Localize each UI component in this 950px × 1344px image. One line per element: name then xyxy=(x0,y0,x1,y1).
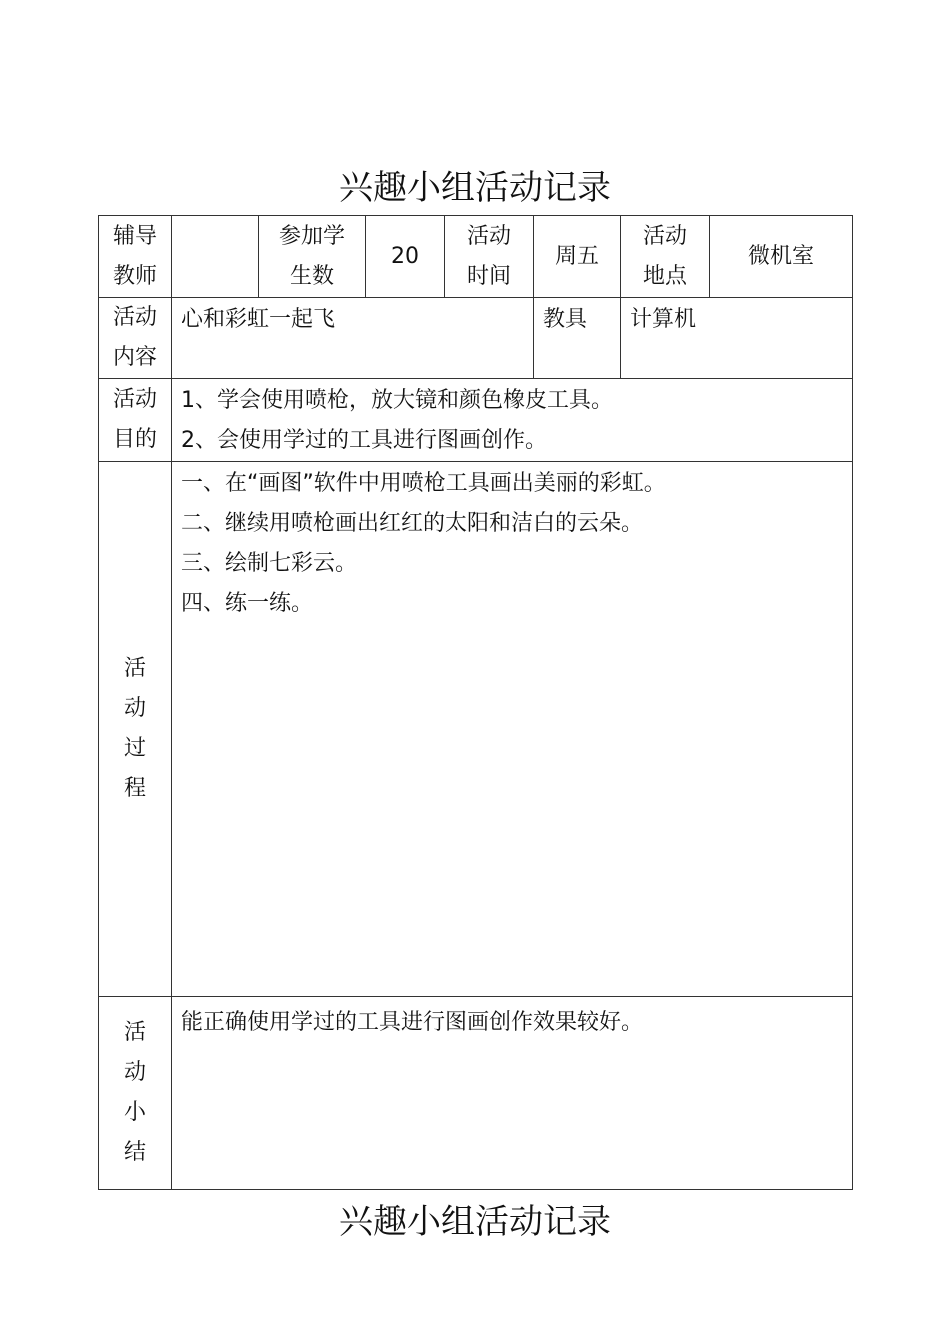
teacher-value xyxy=(172,216,259,298)
process-step: 一、在“画图”软件中用喷枪工具画出美丽的彩虹。 xyxy=(181,471,666,496)
page-title: 兴趣小组活动记录 xyxy=(339,168,611,208)
teacher-label: 辅导 教师 xyxy=(99,216,172,298)
activity-record-table xyxy=(98,215,853,1190)
goal-label: 活动 目的 xyxy=(99,379,172,462)
students-label: 参加学 生数 xyxy=(259,216,366,298)
process-step: 二、继续用喷枪画出红红的太阳和洁白的云朵。 xyxy=(181,511,644,536)
content-label: 活动 内容 xyxy=(99,298,172,379)
table-row xyxy=(99,997,853,1190)
goal-item: 2、会使用学过的工具进行图画创作。 xyxy=(181,428,547,453)
content-value: 心和彩虹一起飞 xyxy=(172,298,534,379)
process-cell xyxy=(172,462,853,997)
table-row xyxy=(99,298,853,379)
tools-value: 计算机 xyxy=(621,298,853,379)
students-value: 20 xyxy=(366,216,445,298)
process-step: 四、练一练。 xyxy=(181,591,314,616)
place-value: 微机室 xyxy=(710,216,853,298)
summary-label: 活 动 小 结 xyxy=(99,997,172,1190)
place-label: 活动 地点 xyxy=(621,216,710,298)
table-row xyxy=(99,379,853,462)
page-title-repeat: 兴趣小组活动记录 xyxy=(339,1202,611,1242)
summary-cell: 能正确使用学过的工具进行图画创作效果较好。 xyxy=(172,997,853,1190)
table-row xyxy=(99,462,853,997)
goals-cell xyxy=(172,379,853,462)
tools-label: 教具 xyxy=(534,298,621,379)
time-value: 周五 xyxy=(534,216,621,298)
time-label: 活动 时间 xyxy=(445,216,534,298)
goal-item: 1、学会使用喷枪，放大镜和颜色橡皮工具。 xyxy=(181,388,613,413)
table-row xyxy=(99,216,853,298)
process-step: 三、绘制七彩云。 xyxy=(181,551,358,576)
process-label: 活 动 过 程 xyxy=(99,462,172,997)
